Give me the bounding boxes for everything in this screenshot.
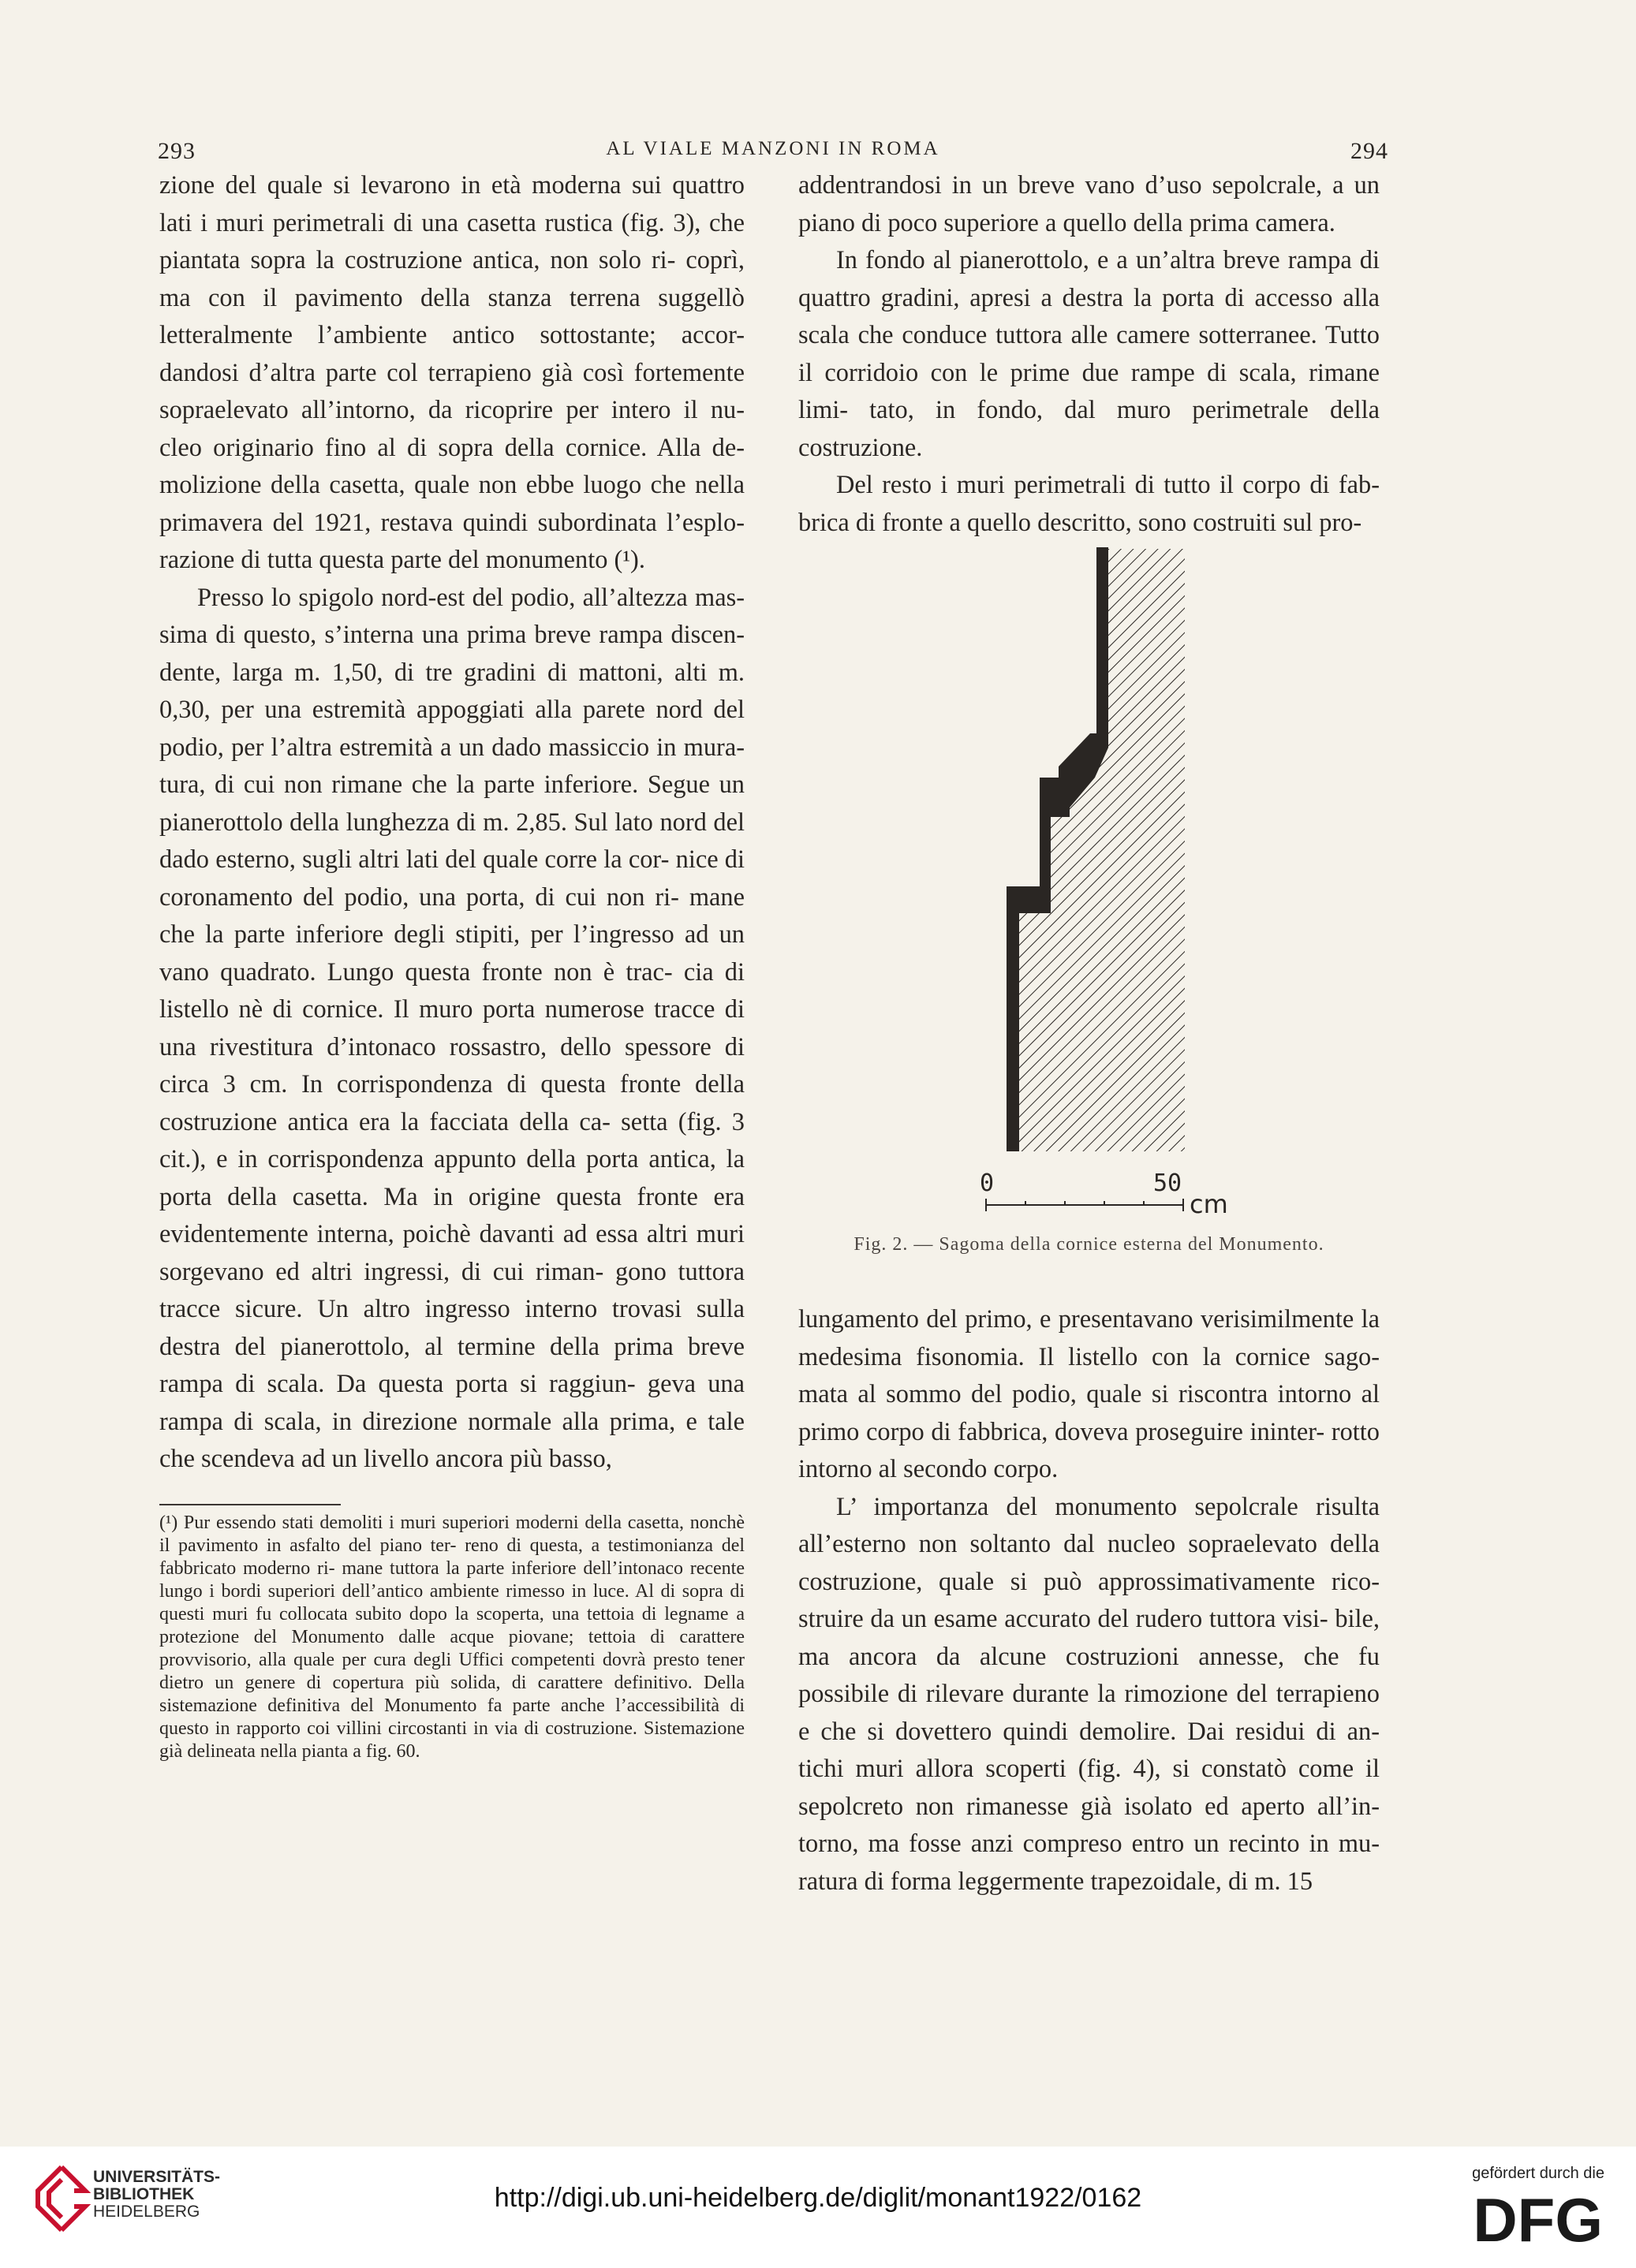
scale-fifty: 50	[1153, 1169, 1182, 1197]
funding-note: gefördert durch die	[1472, 2165, 1604, 2182]
running-header	[158, 138, 1388, 170]
cornice-profile-figure	[978, 544, 1231, 1214]
right-column-top	[798, 167, 1380, 542]
paragraph: lungamento del primo, e presentavano verisimilmente la medesima fisonomia. Il listello con la cornice sago- mata al sommo del podio, quale si riscontra intorno al primo corpo di fabbrica, doveva proseguire ininter- rotto intorno al secondo corpo.	[798, 1305, 1380, 1483]
scale-bar	[980, 1169, 1228, 1214]
scale-unit: cm	[1190, 1189, 1228, 1214]
svg-text:DFG: DFG	[1473, 2186, 1603, 2249]
figure-caption: Fig. 2. — Sagoma della cornice esterna del Monumento.	[853, 1234, 1324, 1255]
paragraph: L’ importanza del monumento sepolcrale risulta all’esterno non soltanto dal nucleo sopraelevato della costruzione, quale si può approssimativamente rico- struire da un esame accurato del rudero tuttora visi- bile, ma ancora da alcune costruzioni annesse, che fu possibile di rilevare durante la rimozione del terrapieno e che si dovettero quindi demolire. Dai residui di an- tichi muri allora scoperti (fig. 4), si constatò come il sepolcreto non rimanesse già isolato ed aperto all’in- torno, ma fosse anzi compreso entro un recinto in mu- ratura di forma leggermente trapezoidale, di m. 15	[798, 1492, 1380, 1896]
hatched-masonry	[1007, 549, 1185, 1151]
footnote: (¹) Pur essendo stati demoliti i muri superiori moderni della casetta, nonchè il pavimento in asfalto del piano ter- reno di questa, a testimonianza del fabbricato moderno ri- mane tuttora la parte inferiore dell’intonaco recente lungo i bordi superiori dell’antico ambiente rimesso in luce. Al di sopra di questi muri fu collocata subito dopo la scoperta, una tettoia di legname a protezione del Monumento dalle acque piovane; tettoia di carattere provvisorio, alla quale per cura degli Uffici competenti dovrà presto tener dietro un genere di copertura più solida, di carattere definitivo. Della sistemazione definitiva del Monumento fa parte anche l’accessibilità di questo in rapporto coi villini circostanti in via di costruzione. Sistemazione già delineata nella pianta a fig. 60.	[159, 1513, 745, 1762]
paragraph: zione del quale si levarono in età moderna sui quattro lati i muri perimetrali di una casetta rustica (fig. 3), che piantata sopra la costruzione antica, non solo ri- coprì, ma con il pavimento della stanza terrena suggellò letteralmente l’ambiente antico sottostante; accor- dandosi d’altra parte col terrapieno già così fortemente sopraelevato all’intorno, da ricoprire per intero il nu- cleo originario fino al di sopra della cornice. Alla de- molizione della casetta, quale non ebbe luogo che nella primavera del 1921, restava quindi subordinata l’esplo- razione di tutta questa parte del monumento (¹).	[159, 171, 745, 574]
left-column	[159, 167, 745, 1479]
dfg-logo-icon[interactable]	[1462, 2186, 1604, 2249]
running-title: AL VIALE MANZONI IN ROMA	[606, 138, 940, 159]
footnote-rule	[159, 1504, 341, 1505]
page-number-right: 294	[1350, 138, 1388, 164]
scale-zero: 0	[980, 1169, 995, 1197]
viewer-footer	[0, 2147, 1636, 2268]
right-column-bottom	[798, 1301, 1380, 1901]
permalink-url[interactable]: http://digi.ub.uni-heidelberg.de/diglit/monant1922/0162	[494, 2183, 1142, 2213]
library-name[interactable]: UNIVERSITÄTS- BIBLIOTHEK HEIDELBERG	[93, 2168, 221, 2221]
paragraph: Presso lo spigolo nord-est del podio, all’altezza mas- sima di questo, s’interna una prima breve rampa discen- dente, larga m. 1,50, di tre gradini di mattoni, alti m. 0,30, per una estremità appoggiati alla parete nord del podio, per l’altra estremità a un dado massiccio in mura- tura, di cui non rimane che la parte inferiore. Segue un pianerottolo della lunghezza di m. 2,85. Sul lato nord del dado esterno, sugli altri lati del quale corre la cor- nice di coronamento del podio, una porta, di cui non ri- mane che la parte inferiore degli stipiti, per l’ingresso ad un vano quadrato. Lungo questa fronte non è trac- cia di listello nè di cornice. Il muro porta numerose tracce di una rivestitura d’intonaco rossastro, dello spessore di circa 3 cm. In corrispondenza di questa fronte della costruzione antica era la facciata della ca- setta (fig. 3 cit.), e in corrispondenza appunto della porta antica, la porta della casetta. Ma in origine questa fronte era evidentemente interna, poichè davanti ad essa altri muri sorgevano ed altri ingressi, di cui riman- gono tuttora tracce sicure. Un altro ingresso interno trovasi sulla destra del pianerottolo, al termine della prima breve rampa di scala. Da questa porta si raggiun- geva una rampa di scala, in direzione normale alla prima, e tale che scendeva ad un livello ancora più basso,	[159, 583, 745, 1473]
paragraph: In fondo al pianerottolo, e a un’altra breve rampa di quattro gradini, apresi a destra la porta di accesso alla scala che conduce tuttora alle camere sotterranee. Tutto il corridoio con le prime due rampe di scala, rimane limi- tato, in fondo, dal muro perimetrale della costruzione.	[798, 246, 1380, 462]
page-number-left: 293	[158, 138, 196, 164]
paragraph: addentrandosi in un breve vano d’uso sepolcrale, a un piano di poco superiore a quello della prima camera.	[798, 171, 1380, 237]
paragraph: Del resto i muri perimetrali di tutto il corpo di fab- brica di fronte a quello descritto, sono costruiti sul pro-	[798, 471, 1380, 537]
